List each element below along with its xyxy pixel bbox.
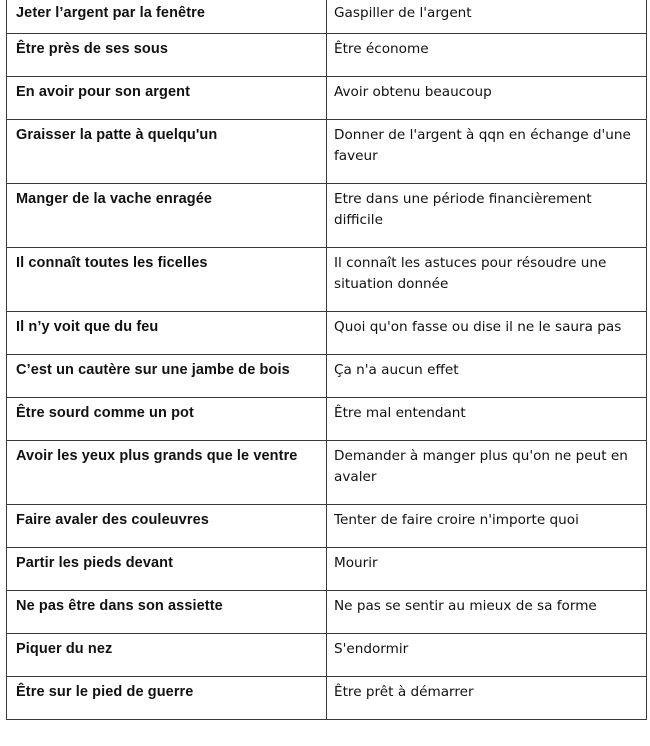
table-row (7, 676, 647, 719)
table-row (7, 504, 647, 547)
meaning-cell: Avoir obtenu beaucoup (327, 76, 647, 119)
meaning-cell: Demander à manger plus qu'on ne peut en avaler (327, 440, 647, 504)
expression-cell: Jeter l’argent par la fenêtre (7, 0, 327, 33)
meaning-cell: Etre dans une période financièrement difficile (327, 183, 647, 247)
expression-cell: Il connaît toutes les ficelles (7, 247, 327, 311)
meaning-cell: Mourir (327, 547, 647, 590)
meaning-cell: Tenter de faire croire n'importe quoi (327, 504, 647, 547)
expression-cell: Partir les pieds devant (7, 547, 327, 590)
table-row (7, 76, 647, 119)
table-row (7, 633, 647, 676)
meaning-cell: Ça n'a aucun effet (327, 354, 647, 397)
expression-cell: Être sourd comme un pot (7, 397, 327, 440)
table-row (7, 0, 647, 33)
table-row (7, 183, 647, 247)
meaning-cell: Donner de l'argent à qqn en échange d'une faveur (327, 119, 647, 183)
meaning-cell: Il connaît les astuces pour résoudre une situation donnée (327, 247, 647, 311)
meaning-cell: Quoi qu'on fasse ou dise il ne le saura pas (327, 311, 647, 354)
meaning-cell: S'endormir (327, 633, 647, 676)
expression-cell: Ne pas être dans son assiette (7, 590, 327, 633)
meaning-cell: Gaspiller de l'argent (327, 0, 647, 33)
table-body (7, 0, 647, 719)
expression-cell: Piquer du nez (7, 633, 327, 676)
expression-cell: Il n’y voit que du feu (7, 311, 327, 354)
table-row (7, 547, 647, 590)
expression-cell: Être près de ses sous (7, 33, 327, 76)
expression-cell: Graisser la patte à quelqu'un (7, 119, 327, 183)
meaning-cell: Ne pas se sentir au mieux de sa forme (327, 590, 647, 633)
table-row (7, 247, 647, 311)
meaning-cell: Être mal entendant (327, 397, 647, 440)
table-row (7, 119, 647, 183)
expression-cell: Avoir les yeux plus grands que le ventre (7, 440, 327, 504)
table-row (7, 590, 647, 633)
expression-cell: Faire avaler des couleuvres (7, 504, 327, 547)
table-row (7, 311, 647, 354)
table-row (7, 354, 647, 397)
table-row (7, 33, 647, 76)
expression-cell: En avoir pour son argent (7, 76, 327, 119)
meaning-cell: Être prêt à démarrer (327, 676, 647, 719)
expression-cell: Être sur le pied de guerre (7, 676, 327, 719)
table-row (7, 440, 647, 504)
expression-cell: C’est un cautère sur une jambe de bois (7, 354, 327, 397)
expressions-table (6, 0, 647, 720)
table-row (7, 397, 647, 440)
meaning-cell: Être économe (327, 33, 647, 76)
expression-cell: Manger de la vache enragée (7, 183, 327, 247)
